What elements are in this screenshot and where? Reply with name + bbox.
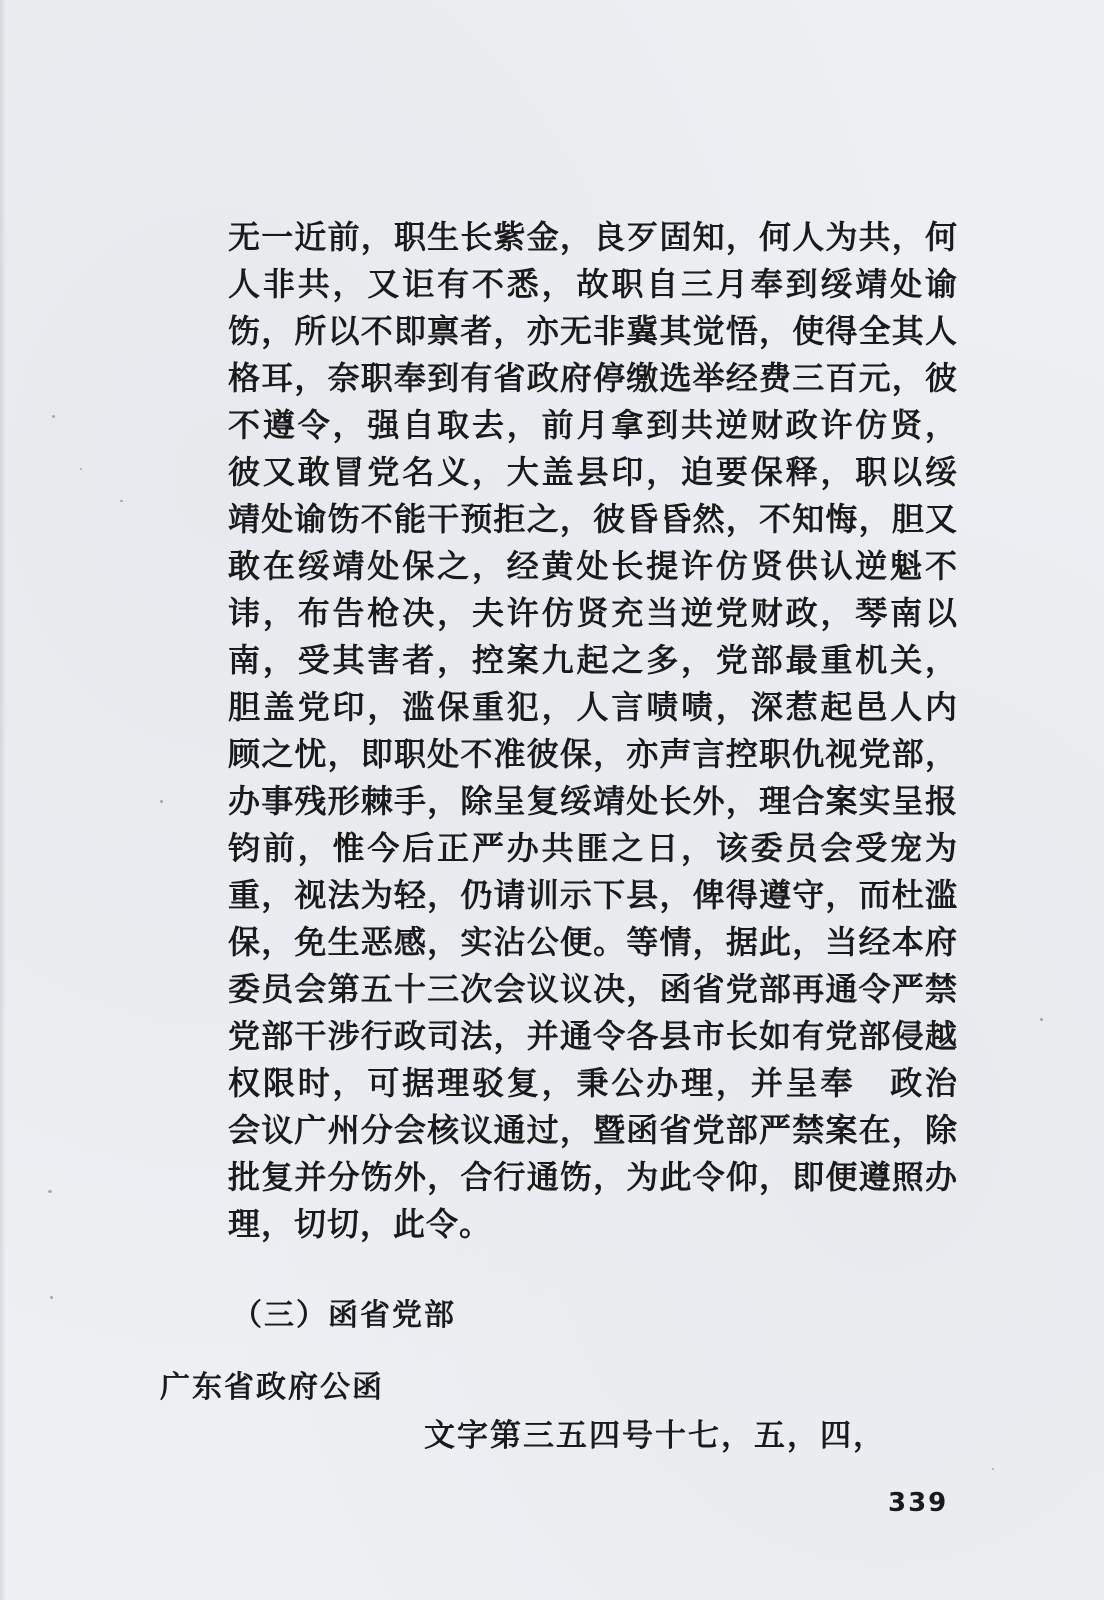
scan-speck — [80, 468, 82, 470]
scan-speck — [48, 1190, 52, 1193]
body-line: 南，受其害者，控案九起之多，党部最重机关， — [228, 641, 958, 679]
scan-speck — [120, 500, 123, 502]
page-number: 339 — [888, 1488, 949, 1518]
body-line: 格耳，奈职奉到有省政府停缴选举经费三百元，彼 — [228, 359, 958, 397]
body-line: 靖处谕饬不能干预拒之，彼昏昏然，不知悔，胆又 — [228, 500, 958, 538]
body-line: 讳，布告枪决，夫许仿贤充当逆党财政，琴南以 — [228, 594, 958, 632]
body-line: 权限时，可据理驳复，秉公办理，并呈奉 政治 — [228, 1064, 958, 1102]
section-heading: （三）函省党部 — [232, 1298, 456, 1333]
body-line: 顾之忧，即职处不准彼保，亦声言控职仇视党部， — [228, 735, 958, 773]
letter-title: 广东省政府公函 — [160, 1370, 384, 1405]
body-text-block — [228, 214, 958, 1248]
body-line: 批复并分饬外，合行通饬，为此令仰，即便遵照办 — [228, 1158, 958, 1196]
scan-speck — [50, 1296, 53, 1299]
scan-speck — [1040, 1018, 1043, 1021]
body-line: 党部干涉行政司法，并通令各县市长如有党部侵越 — [228, 1017, 958, 1055]
body-line: 委员会第五十三次会议议决，函省党部再通令严禁 — [228, 970, 958, 1008]
scan-speck — [52, 415, 55, 418]
body-line: 会议广州分会核议通过，暨函省党部严禁案在，除 — [228, 1111, 958, 1149]
body-line: 保，免生恶感，实沾公便。等情，据此，当经本府 — [228, 923, 958, 961]
body-line: 理，切切，此令。 — [228, 1205, 493, 1243]
body-line: 彼又敢冒党名义，大盖县印，迫要保释，职以绥 — [228, 453, 958, 491]
body-line: 人非共，又讵有不悉，故职自三月奉到绥靖处谕 — [228, 265, 958, 303]
body-line: 不遵令，强自取去，前月拿到共逆财政许仿贤， — [228, 406, 958, 444]
document-reference-number: 文字第三五四号十七，五，四， — [424, 1418, 886, 1454]
page-edge-shadow — [0, 0, 6, 1600]
body-line: 饬，所以不即禀者，亦无非冀其觉悟，使得全其人 — [228, 312, 958, 350]
body-line: 胆盖党印，滥保重犯，人言啧啧，深惹起邑人内 — [228, 688, 958, 726]
body-line: 无一近前，职生长紫金，良歹固知，何人为共，何 — [228, 218, 958, 256]
body-line: 重，视法为轻，仍请训示下县，俾得遵守，而杜滥 — [228, 876, 958, 914]
body-line: 钧前，惟今后正严办共匪之日，该委员会受宠为 — [228, 829, 958, 867]
body-line: 办事残形棘手，除呈复绥靖处长外，理合案实呈报 — [228, 782, 958, 820]
scan-speck — [992, 1468, 994, 1470]
body-line: 敢在绥靖处保之，经黄处长提许仿贤供认逆魁不 — [228, 547, 958, 585]
scan-speck — [160, 800, 163, 803]
